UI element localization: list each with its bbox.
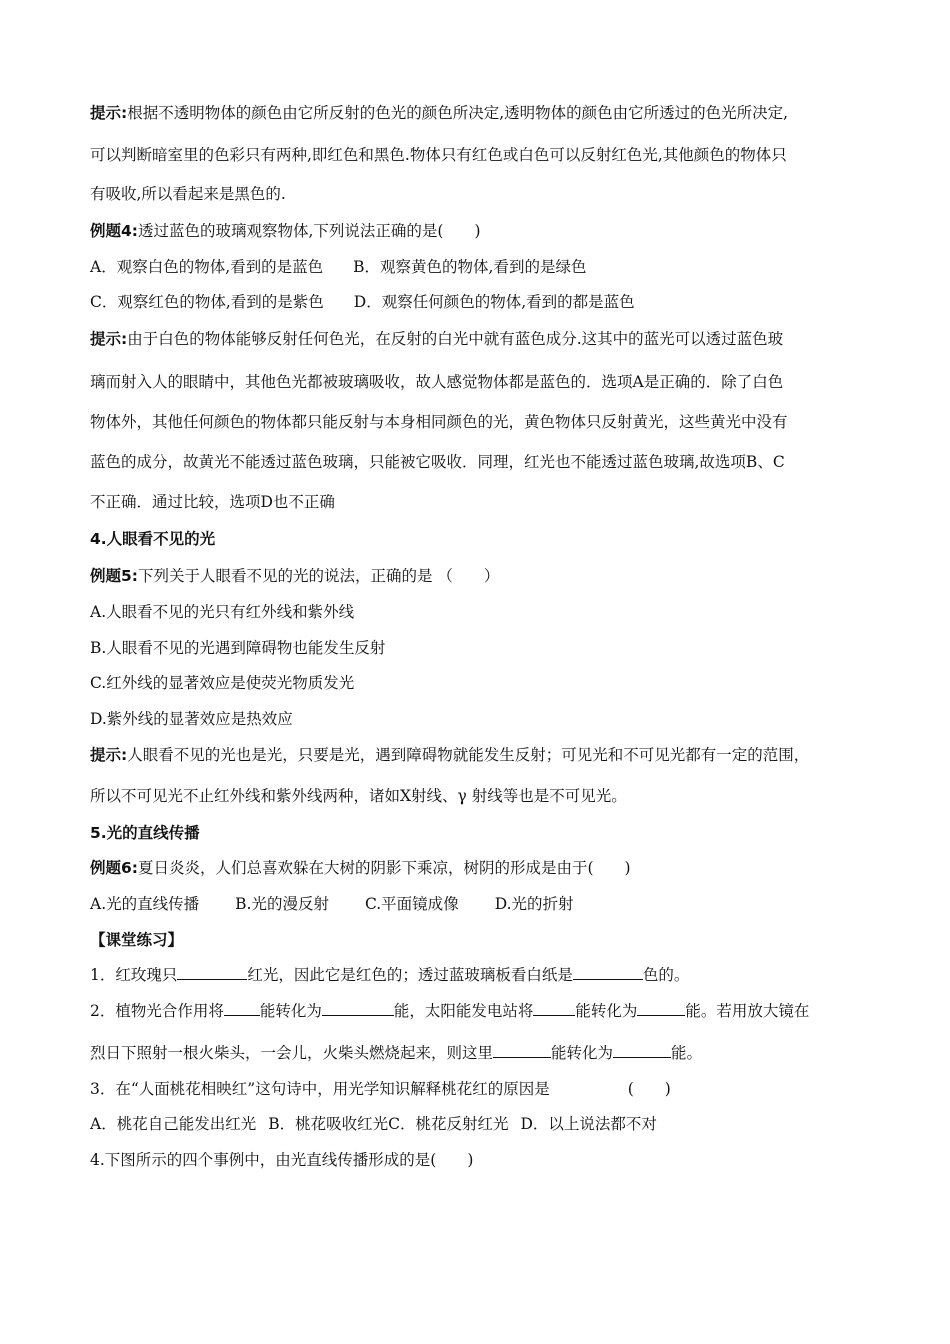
hint-label: 提示: [90, 330, 128, 348]
option-d: D．以上说法都不对 [520, 1115, 657, 1133]
answer-blank[interactable] [533, 1001, 575, 1016]
option-a: A.光的直线传播 [90, 895, 200, 913]
practice-q4: 4.下图所示的四个事例中，由光直线传播形成的是( ) [90, 1151, 474, 1169]
hint-4-line-2: 璃而射入人的眼睛中，其他色光都被玻璃吸收，故人感觉物体都是蓝色的．选项A是正确的．除了白色 [90, 373, 784, 391]
option-d: D．观察任何颜色的物体,看到的都是蓝色 [353, 293, 635, 311]
hint-5-line-1: 提示:人眼看不见的光也是光，只要是光，遇到障碍物就能发生反射；可见光和不可见光都有一定的范围， [90, 746, 810, 764]
answer-blank[interactable] [573, 965, 643, 980]
practice-q1: 1．红玫瑰只 红光，因此它是红色的；透过蓝玻璃板看白纸是 色的。 [90, 966, 690, 984]
option-a: A．桃花自己能发出红光 [90, 1115, 257, 1133]
answer-blank[interactable] [177, 965, 247, 980]
option-c: C．桃花反射红光 [388, 1115, 509, 1133]
option-a: A．观察白色的物体,看到的是蓝色 [90, 258, 324, 276]
hint-4-line-3: 物体外，其他任何颜色的物体都只能反射与本身相同颜色的光，黄色物体只反射黄光，这些黄光中没有 [90, 413, 788, 431]
hint-4-line-1: 提示:由于白色的物体能够反射任何色光，在反射的白光中就有蓝色成分.这其中的蓝光可以透过蓝色玻 [90, 330, 784, 348]
example-4-question: 例题4:透过蓝色的玻璃观察物体,下列说法正确的是( ) [90, 222, 481, 240]
option-c: C．观察红色的物体,看到的是紫色 [90, 293, 324, 311]
hint-4-line-5: 不正确．通过比较，选项D也不正确 [90, 493, 335, 511]
example-5-question: 例题5:下列关于人眼看不见的光的说法，正确的是 （ ） [90, 567, 500, 585]
answer-blank[interactable] [224, 1001, 260, 1016]
practice-q3-options [90, 1114, 870, 1134]
example-5-option-b: B.人眼看不见的光遇到障碍物也能发生反射 [90, 639, 386, 657]
hint-3-line-2: 可以判断暗室里的色彩只有两种,即红色和黑色.物体只有红色或白色可以反射红色光,其他颜色的物体只 [90, 146, 787, 164]
hint-label: 提示: [90, 104, 128, 122]
option-b: B．桃花吸收红光 [268, 1115, 389, 1133]
practice-q2-line-1: 2．植物光合作用将 能转化为 能，太阳能发电站将 能转化为 能。若用放大镜在 [90, 1002, 810, 1020]
answer-blank[interactable] [613, 1043, 671, 1058]
example-6-question: 例题6:夏日炎炎，人们总喜欢躲在大树的阴影下乘凉，树阴的形成是由于( ) [90, 859, 631, 877]
section-4-heading: 4.人眼看不见的光 [90, 530, 216, 548]
answer-blank[interactable] [637, 1001, 685, 1016]
answer-blank[interactable] [322, 1001, 394, 1016]
example-5-option-a: A.人眼看不见的光只有红外线和紫外线 [90, 603, 355, 621]
example-label: 例题6: [90, 859, 138, 877]
example-label: 例题4: [90, 222, 138, 240]
option-d: D.光的折射 [494, 895, 574, 913]
hint-3-line-1: 提示:根据不透明物体的颜色由它所反射的色光的颜色所决定,透明物体的颜色由它所透过的色光所决定, [90, 104, 789, 122]
option-b: B．观察黄色的物体,看到的是绿色 [353, 258, 587, 276]
practice-heading: 【课堂练习】 [90, 931, 184, 949]
example-5-option-d: D.紫外线的显著效应是热效应 [90, 710, 293, 728]
example-6-options [90, 894, 870, 914]
option-c: C.平面镜成像 [364, 895, 459, 913]
hint-4-line-4: 蓝色的成分，故黄光不能透过蓝色玻璃，只能被它吸收．同理，红光也不能透过蓝色玻璃,故选项B、C [90, 453, 785, 471]
option-b: B.光的漫反射 [235, 895, 329, 913]
example-5-option-c: C.红外线的显著效应是使荧光物质发光 [90, 674, 355, 692]
practice-q2-line-2: 烈日下照射一根火柴头，一会儿，火柴头燃烧起来，则这里 能转化为 能。 [90, 1044, 703, 1062]
hint-3-line-3: 有吸收,所以看起来是黑色的. [90, 185, 286, 203]
answer-paren: ( ) [627, 1080, 671, 1098]
hint-label: 提示: [90, 746, 128, 764]
hint-5-line-2: 所以不可见光不止红外线和紫外线两种，诸如X射线、γ 射线等也是不可见光。 [90, 787, 627, 805]
section-5-heading: 5.光的直线传播 [90, 824, 200, 842]
example-label: 例题5: [90, 567, 138, 585]
answer-blank[interactable] [493, 1043, 551, 1058]
example-4-options-ab [90, 257, 870, 277]
practice-q3: 3．在“人面桃花相映红”这句诗中，用光学知识解释桃花红的原因是 ( ) [90, 1080, 671, 1098]
example-4-options-cd [90, 292, 870, 312]
